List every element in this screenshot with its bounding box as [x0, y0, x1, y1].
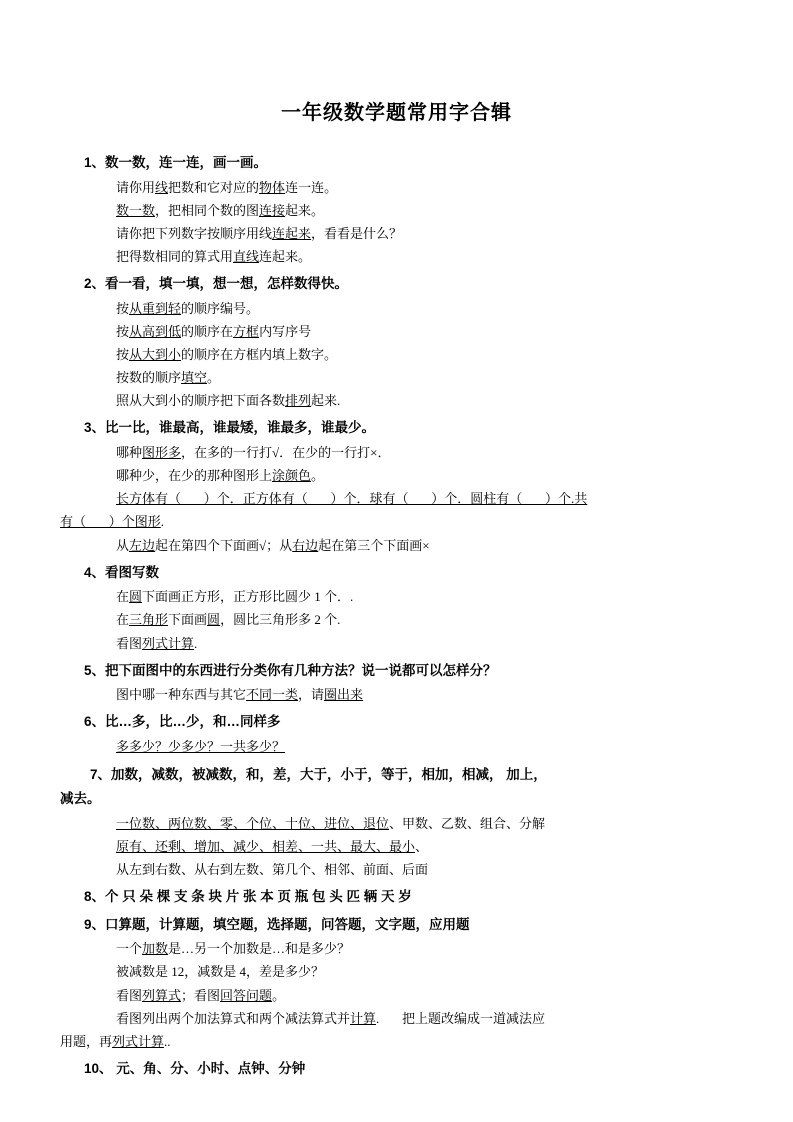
line: 看图列式计算. — [116, 635, 198, 651]
section-lines — [60, 585, 733, 654]
line: 原有、还剩、增加、减少、相差、一共、最大、最小、 — [116, 838, 429, 854]
section-heading: 9、口算题，计算题，填空题，选择题，问答题，文字题，应用题 — [84, 916, 470, 932]
section-lines — [60, 937, 733, 1053]
line: 长方体有（ ）个．正方体有（ ）个．球有（ ）个．圆柱有（ ）个.共 — [116, 491, 588, 507]
line: 哪种图形多，在多的一行打√．在少的一行打×． — [116, 445, 391, 460]
line: 哪种少，在少的那种图形上涂颜色。 — [116, 468, 325, 484]
line: 从左边起在第四个下面画√；从右边起在第三个下面画× — [116, 537, 430, 553]
section-lines — [60, 683, 733, 706]
section-8 — [60, 885, 733, 909]
line: 图中哪一种东西与其它不同一类，请圈出来 — [116, 687, 364, 703]
line: 看图列出两个加法算式和两个减法算式并计算. 把上题改编成一道减法应 — [116, 1010, 546, 1026]
section-7 — [60, 763, 733, 881]
section-2 — [60, 272, 733, 412]
section-lines — [60, 176, 733, 269]
section-heading: 2、看一看，填一填，想一想，怎样数得快。 — [84, 276, 349, 292]
line: 按从重到轻的顺序编号。 — [116, 300, 260, 316]
section-heading: 3、比一比，谁最高，谁最矮，谁最多，谁最少。 — [84, 420, 376, 436]
line: 把得数相同的算式用直线连起来。 — [116, 249, 312, 264]
section-heading: 4、看图写数 — [84, 564, 160, 580]
section-1 — [60, 151, 733, 268]
line: 按从大到小的顺序在方框内填上数字。 — [116, 347, 338, 362]
line: 在圆下面画正方形，正方形比圆少 1 个．. — [116, 589, 354, 605]
line: 从左到右数、从右到左数、第几个、相邻、前面、后面 — [116, 861, 429, 877]
line: 一个加数是…另一个加数是…和是多少？ — [116, 941, 351, 957]
section-4 — [60, 561, 733, 655]
line: 数一数，把相同个数的图连接起来。 — [116, 202, 325, 218]
line: 在三角形下面画圆，圆比三角形多 2 个. — [116, 612, 341, 628]
section-heading: 5、把下面图中的东西进行分类你有几种方法？说一说都可以怎样分？ — [84, 662, 497, 678]
line: 有（ ）个图形. — [60, 514, 165, 530]
page-title: 一年级数学题常用字合辑 — [281, 102, 512, 124]
section-lines — [60, 297, 733, 413]
line: 一位数、两位数、零、个位、十位、进位、退位、甲数、乙数、组合、分解 — [116, 815, 546, 831]
section-heading-continued: 减去。 — [60, 791, 101, 807]
line: 请你把下列数字按顺序用线连起来，看看是什么？ — [116, 225, 403, 241]
line: 被减数是 12，减数是 4，差是多少？ — [116, 964, 325, 980]
section-heading: 6、比…多，比…少，和…同样多 — [84, 714, 281, 730]
section-6 — [60, 710, 733, 758]
line: 请你用线把数和它对应的物体连一连。 — [116, 179, 338, 195]
section-9 — [60, 913, 733, 1053]
section-heading: 7、加数，减数，被减数，和，差，大于，小于，等于，相加，相减， 加上， — [90, 767, 547, 783]
section-heading: 8、个 只 朵 棵 支 条 块 片 张 本 页 瓶 包 头 匹 辆 天 岁 — [84, 889, 412, 905]
section-5 — [60, 659, 733, 707]
section-lines — [60, 812, 733, 881]
line: 看图列算式；看图回答问题。 — [116, 987, 286, 1003]
section-lines — [60, 735, 733, 758]
line: 按从高到低的顺序在方框内写序号 — [116, 323, 312, 339]
line: 照从大到小的顺序把下面各数排列起来. — [116, 393, 341, 409]
section-heading: 10、 元、角、分、小时、点钟、分钟 — [84, 1060, 306, 1076]
line: 用题，再列式计算.. — [60, 1033, 171, 1049]
section-lines — [60, 441, 733, 557]
section-10 — [60, 1057, 733, 1081]
section-heading: 1、数一数，连一连，画一画。 — [84, 155, 268, 170]
line: 按数的顺序填空。 — [116, 370, 221, 386]
section-3 — [60, 416, 733, 556]
line: 多多少？少多少？一共多少？ — [116, 739, 286, 754]
